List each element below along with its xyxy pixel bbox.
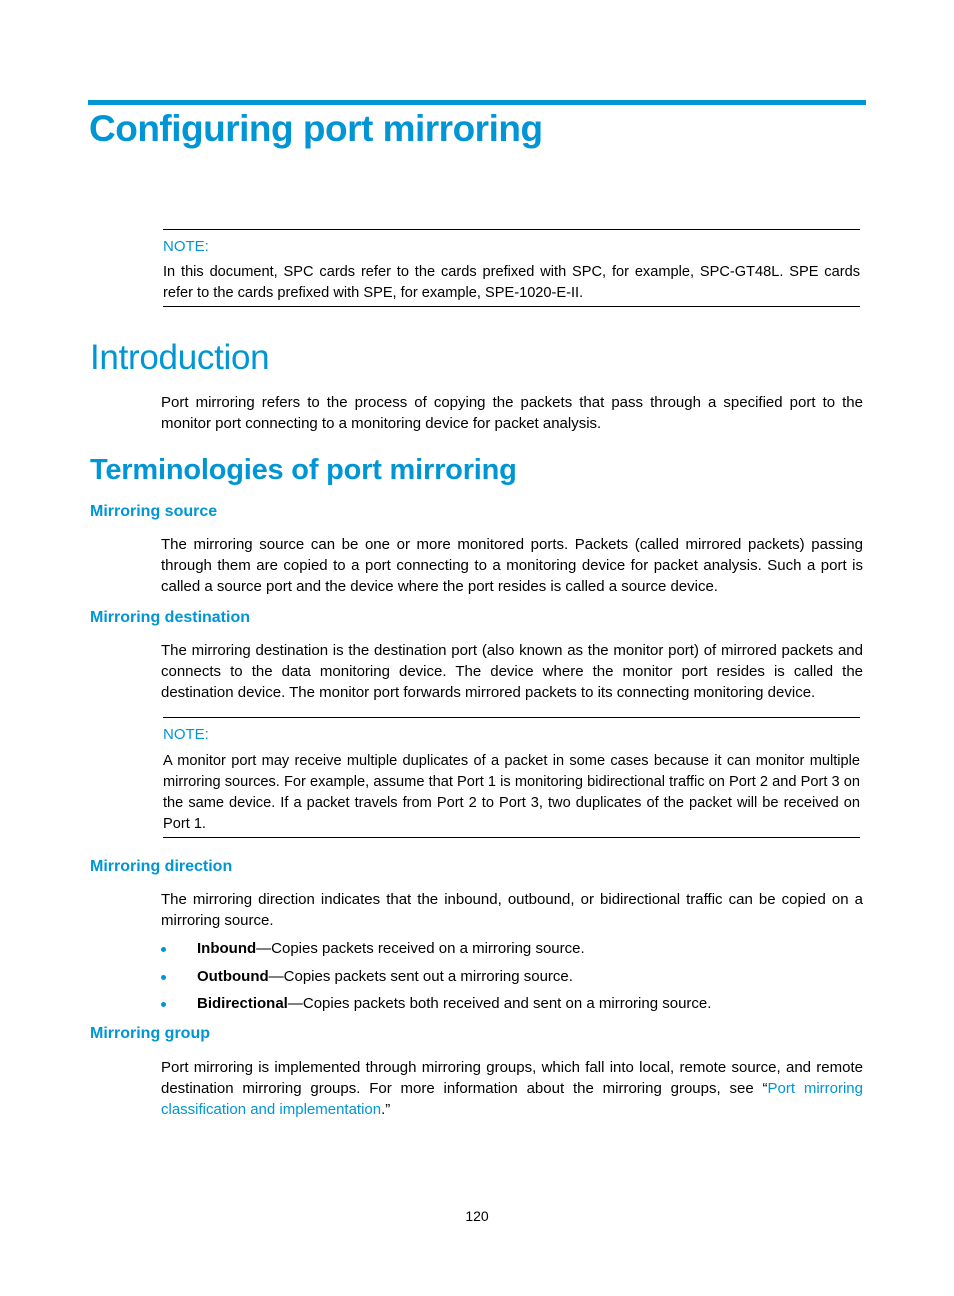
list-item-desc: —Copies packets received on a mirroring source.: [256, 940, 585, 957]
subheading-mirroring-group: Mirroring group: [90, 1025, 210, 1042]
note-label: NOTE:: [163, 726, 209, 743]
list-item: [161, 938, 863, 966]
mirroring-group-text: [161, 1057, 863, 1120]
port-mirroring-classification-link[interactable]: Port mirroring classification and implementation: [161, 1080, 863, 1118]
list-item-desc: —Copies packets both received and sent on a mirroring source.: [287, 995, 712, 1012]
mirroring-group-text-start: Port mirroring is implemented through mirroring groups, which fall into local, remote source, and remote destination mirroring groups. For more information about the mirroring groups, see “: [161, 1059, 863, 1097]
page-number: 120: [465, 1208, 489, 1224]
mirroring-group-text-end: .”: [381, 1101, 391, 1118]
list-item-term: Outbound: [197, 967, 269, 985]
section-heading-terminologies: Terminologies of port mirroring: [90, 454, 517, 486]
chapter-title: Configuring port mirroring: [89, 108, 543, 149]
note-box: [163, 717, 860, 838]
bullet-icon: [161, 1002, 166, 1007]
note-label: NOTE:: [163, 238, 209, 255]
direction-list: [161, 938, 863, 1021]
list-item: [161, 993, 863, 1021]
subheading-mirroring-destination: Mirroring destination: [90, 609, 250, 626]
note-text: In this document, SPC cards refer to the cards prefixed with SPC, for example, SPC-GT48L. SPE cards refer to the cards prefixed with SPE, for example, SPE-1020-E-II.: [163, 264, 860, 301]
subheading-mirroring-source: Mirroring source: [90, 503, 218, 520]
mirroring-direction-text: The mirroring direction indicates that the inbound, outbound, or bidirectional traffic can be copied on a mirroring source.: [161, 891, 863, 929]
introduction-text: Port mirroring refers to the process of copying the packets that pass through a specified port to the monitor port connecting to a monitoring device for packet analysis.: [161, 394, 863, 432]
bullet-icon: [161, 975, 166, 980]
mirroring-destination-text: The mirroring destination is the destination port (also known as the monitor port) of mirrored packets and connects to the data monitoring device. The device where the monitor port resides is called the destination device. The monitor port forwards mirrored packets to its connecting monitoring device.: [161, 642, 863, 701]
bullet-icon: [161, 947, 166, 952]
list-item: [161, 966, 863, 994]
subheading-mirroring-direction: Mirroring direction: [90, 858, 233, 875]
list-item-term: Bidirectional: [197, 995, 288, 1012]
note-text: A monitor port may receive multiple duplicates of a packet in some cases because it can monitor multiple mirroring sources. For example, assume that Port 1 is monitoring bidirectional traffic on Port 2 and Port 3 on the same device. If a packet travels from Port 2 to Port 3, two duplicates of the packet will be received on Port 1.: [163, 753, 860, 832]
list-item-term: Inbound: [197, 940, 257, 957]
list-item-desc: —Copies packets sent out a mirroring source.: [268, 967, 573, 985]
section-heading-introduction: Introduction: [90, 338, 270, 377]
chapter-top-rule: [88, 100, 866, 105]
mirroring-source-text: The mirroring source can be one or more monitored ports. Packets (called mirrored packets) passing through them are copied to a port connecting to a monitoring device for packet analysis. Such a port is called a source port and the device where the port resides is called a source device.: [161, 536, 863, 595]
note-box: [163, 229, 860, 307]
